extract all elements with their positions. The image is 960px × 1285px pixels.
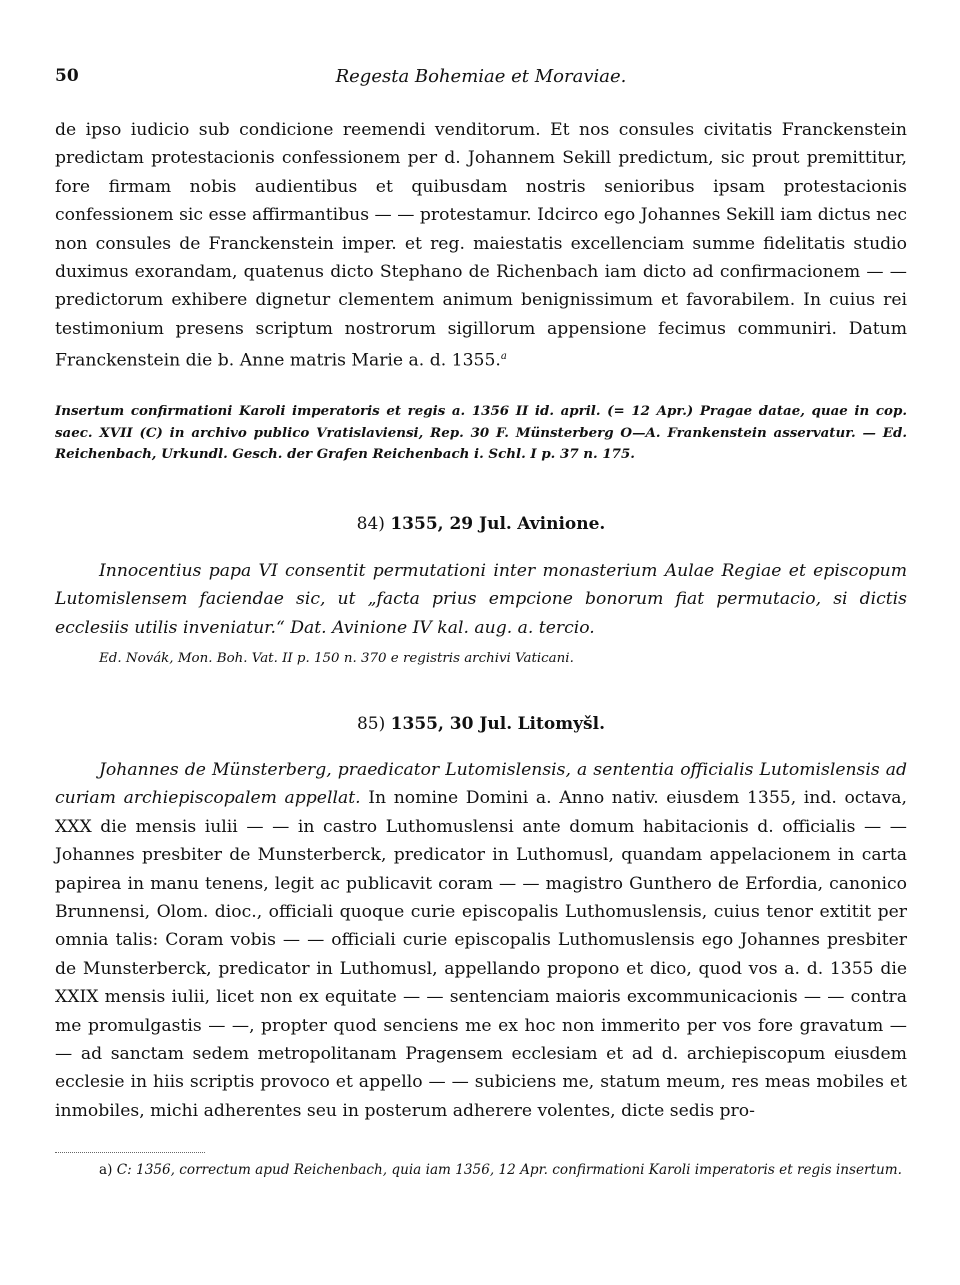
page-header: [55, 66, 907, 90]
running-title: Regesta Bohemiae et Moraviae.: [335, 66, 627, 87]
entry-85-date: 1355, 30 Jul.: [390, 714, 513, 734]
entry-85-text: In nomine Domini a. Anno nativ. eiusdem 1355, ind. octava, XXX die mensis iulii — — in castro Luthomuslensi ante domum habitacionis d. officialis — — Johannes presbiter de Munsterberck, predicator in Luthomusl, quandam appelacionem in carta papirea in manu tenens, legit ac publicavit coram — — magistro Gunthero de Erfordia, canonico Brunnensi, Olom. dioc., officiali quoque curie episcopalis Luthomuslensis, cuius tenor extitit per omnia talis: Coram vobis — — officiali curie episcopalis Luthomuslensis ego Johannes presbiter de Munsterberck, predicator in Luthomusl, appellando propono et dico, quod vos a. d. 1355 die XXIX mensis iulii, licet non ex equitate — — sentenciam maioris excommunicacionis — — contra me promulgastis — —, propter quod senciens me ex hoc non immerito per vos fore gravatum — — ad sanctam sedem metropolitanam Pragensem ecclesiam et ad d. archiepiscopum eiusdem ecclesie in hiis scriptis provoco et appello — — subiciens me, statum meum, res meas mobiles et inmobiles, michi adherentes seu in posterum adherere volentes, dicte sedis pro-: [55, 788, 907, 1121]
entry-84-rubric: [55, 557, 907, 642]
entry-84-rubric-main: Innocentius papa VI consentit permutationi inter monasterium Aulae Regiae et episcopum Lutomislensem faciendae sic, ut „facta prius empcione bonorum fiat permutacio, si dictis ecclesiis utilis inveniatur.“: [55, 561, 907, 638]
footnote-text: C: 1356, correctum apud Reichenbach, quia iam 1356, 12 Apr. confirmationi Karoli imperatoris et regis insertum.: [116, 1162, 902, 1178]
footnote-marker: a: [500, 351, 507, 363]
entry-84-number: 84): [356, 514, 385, 534]
continuation-text: [55, 116, 907, 375]
entry-84-edition: Ed. Novák, Mon. Boh. Vat. II p. 150 n. 370 e registris archivi Vaticani.: [99, 651, 574, 666]
entry-85-place: Litomyšl.: [517, 714, 605, 734]
footnote-label: a): [99, 1162, 113, 1178]
footnote-divider: [55, 1152, 205, 1153]
entry-85-number: 85): [356, 714, 386, 734]
continuation-body: de ipso iudicio sub condicione reemendi venditorum. Et nos consules civitatis Franckenstein predictam protestacionis confessionem per d. Johannem Sekill predictum, sic prout premittitur, fore firmam nobis audientibus et quibusdam nostris senioribus ipsam protestacionis confessionem sic esse affirmantibus — — protestamur. Idcirco ego Johannes Sekill iam dictus nec non consules de Franckenstein imper. et reg. maiestatis excellenciam summe fidelitatis studio duximus exorandam, quatenus dicto Stephano de Richenbach iam dicto ad confirmacionem — — predictorum exhibere dignetur clementem animum benignissimum et favorabilem. In cuius rei testimonium presens scriptum nostrorum sigillorum appensione fecimus communiri. Datum Franckenstein die b. Anne matris Marie a. d. 1355.: [55, 120, 907, 371]
entry-85-body: [55, 756, 907, 1125]
entry-84-place: Avinione.: [517, 514, 606, 534]
footnote: [55, 1160, 907, 1181]
entry-85-heading: [55, 714, 907, 734]
entry-84-rubric-date: Dat. Avinione IV kal. aug. a. tercio.: [290, 617, 595, 638]
entry-84-date: 1355, 29 Jul.: [390, 514, 512, 534]
page-number: 50: [55, 66, 79, 86]
entry-85-rubric: Johannes de Münsterberg, praedicator Lutomislensis, a sententia officialis Lutomislensis ad curiam archiepiscopalem appellat.: [55, 760, 907, 809]
entry-84-heading: [55, 514, 907, 534]
continuation-note: Insertum confirmationi Karoli imperatoris et regis a. 1356 II id. april. (= 12 Apr.) Pragae datae, quae in cop. saec. XVII (C) in archivo publico Vratislaviensi, Rep. 30 F. Münsterberg O—A. Frankenstein asservatur. — Ed. Reichenbach, Urkundl. Gesch. der Grafen Reichenbach i. Schl. I p. 37 n. 175.: [55, 403, 907, 462]
